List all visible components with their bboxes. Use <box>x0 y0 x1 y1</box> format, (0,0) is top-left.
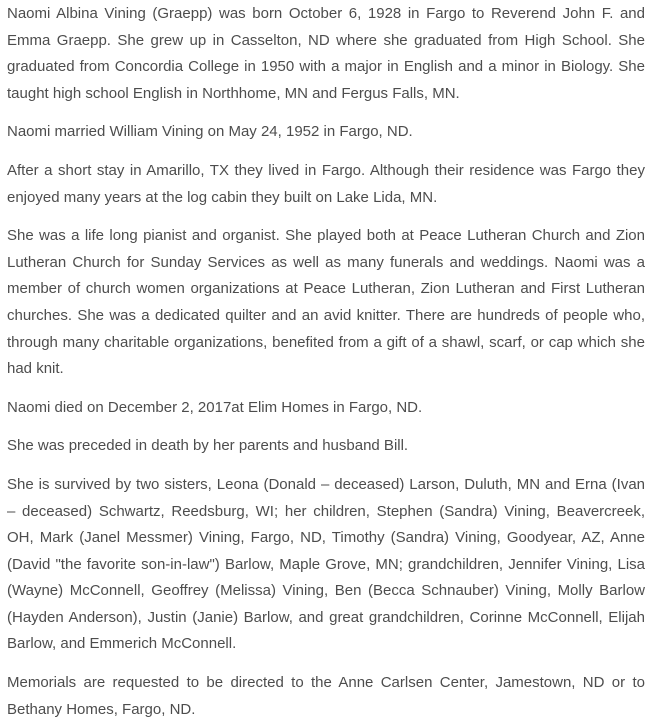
paragraph-birth-education: Naomi Albina Vining (Graepp) was born October 6, 1928 in Fargo to Reverend John F. and Emma Graepp. She grew up in Casselton, ND where she graduated from High School. She graduated from Concordia College in 1950 with a major in English and a minor in Biology. She taught high school English in Northhome, MN and Fergus Falls, MN. <box>7 5 645 102</box>
paragraph-memorials: Memorials are requested to be directed to the Anne Carlsen Center, Jamestown, ND or to Bethany Homes, Fargo, ND. <box>7 674 645 718</box>
paragraph-death: Naomi died on December 2, 2017at Elim Homes in Fargo, ND. <box>7 398 423 416</box>
paragraph-residence: After a short stay in Amarillo, TX they lived in Fargo. Although their residence was Fargo they enjoyed many years at the log cabin they built on Lake Lida, MN. <box>7 161 645 206</box>
paragraph-marriage: Naomi married William Vining on May 24, 1952 in Fargo, ND. <box>7 123 413 141</box>
paragraph-preceded-in-death: She was preceded in death by her parents and husband Bill. <box>7 437 409 455</box>
paragraph-survivors: She is survived by two sisters, Leona (Donald – deceased) Larson, Duluth, MN and Erna (Ivan – deceased) Schwartz, Reedsburg, WI; her children, Stephen (Sandra) Vining, Beavercreek, OH, Mark (Janel Messmer) Vining, Fargo, ND, Timothy (Sandra) Vining, Goodyear, AZ, Anne (David "the favorite son-in-law") Barlow, Maple Grove, MN; grandchildren, Jennifer Vining, Lisa (Wayne) McConnell, Geoffrey (Melissa) Vining, Ben (Becca Schnauber) Vining, Molly Barlow (Hayden Anderson), Justin (Janie) Barlow, and great grandchildren, Corinne McConnell, Elijah Barlow, and Emmerich McConnell. <box>7 475 645 653</box>
paragraph-church-hobbies: She was a life long pianist and organist. She played both at Peace Lutheran Church and Zion Lutheran Church for Sunday Services as well as many funerals and weddings. Naomi was a member of church women organizations at Peace Lutheran, Zion Lutheran and First Lutheran churches. She was a dedicated quilter and an avid knitter. There are hundreds of people who, through many charitable organizations, benefited from a gift of a shawl, scarf, or cap which she had knit. <box>7 227 645 378</box>
obituary-document <box>7 1 645 723</box>
